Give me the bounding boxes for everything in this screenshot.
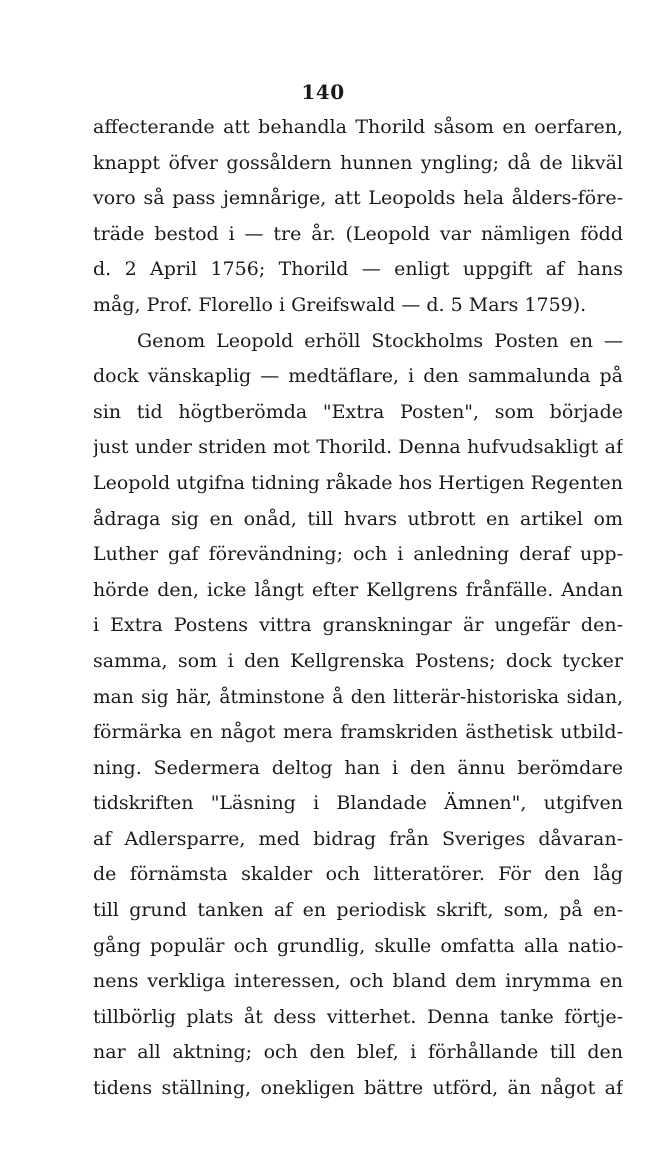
text-line: just under striden mot Thorild. Denna hufvudsakligt af [93,436,623,459]
text-line: träde bestod i — tre år. (Leopold var nämligen född [93,222,623,245]
text-line: d. 2 April 1756; Thorild — enligt uppgift af hans [93,258,623,281]
text-line: Luther gaf förevändning; och i anledning deraf upp- [93,543,623,566]
text-line: ning. Sedermera deltog han i den ännu berömdare [93,756,623,779]
text-line: sin tid högtberömda "Extra Posten", som började [93,400,623,423]
body-text [93,110,623,1107]
text-line: tidskriften "Läsning i Blandade Ämnen", utgifven [93,792,623,815]
text-line: Genom Leopold erhöll Stockholms Posten en — [137,329,623,352]
text-line: Leopold utgifna tidning råkade hos Hertigen Regenten [93,471,623,494]
text-line: samma, som i den Kellgrenska Postens; dock tycker [93,649,623,672]
text-line: i Extra Postens vittra granskningar är ungefär den- [93,614,623,637]
text-line: hörde den, icke långt efter Kellgrens frånfälle. Andan [93,578,623,601]
text-line: nar all aktning; och den blef, i förhållande till den [93,1041,623,1064]
text-line: gång populär och grundlig, skulle omfatta alla natio- [93,934,623,957]
text-line: affecterande att behandla Thorild såsom en oerfaren, [93,116,623,138]
text-line: ådraga sig en onåd, till hvars utbrott en artikel om [93,507,623,530]
text-line: de förnämsta skalder och litteratörer. För den låg [93,863,623,886]
page-number: 140 [301,80,345,104]
text-line: man sig här, åtminstone å den litterär-historiska sidan, [93,686,623,708]
text-line: voro så pass jemnårige, att Leopolds hela ålders-före- [93,187,623,210]
text-line: dock vänskaplig — medtäflare, i den sammalunda på [93,365,623,388]
text-line: af Adlersparre, med bidrag från Sveriges dåvaran- [93,827,623,850]
text-line: till grund tanken af en periodisk skrift, som, på en- [93,899,623,922]
text-line: knappt öfver gossåldern hunnen yngling; då de likväl [93,151,623,174]
text-line: tillbörlig plats åt dess vitterhet. Denna tanke förtje- [93,1005,623,1028]
text-line: tidens ställning, onekligen bättre utförd, än något af [93,1077,623,1100]
text-line: måg, Prof. Florello i Greifswald — d. 5 Mars 1759). [93,293,587,316]
text-line: nens verkliga interessen, och bland dem inrymma en [93,970,623,993]
text-line: förmärka en något mera framskriden ästhetisk utbild- [93,721,623,744]
